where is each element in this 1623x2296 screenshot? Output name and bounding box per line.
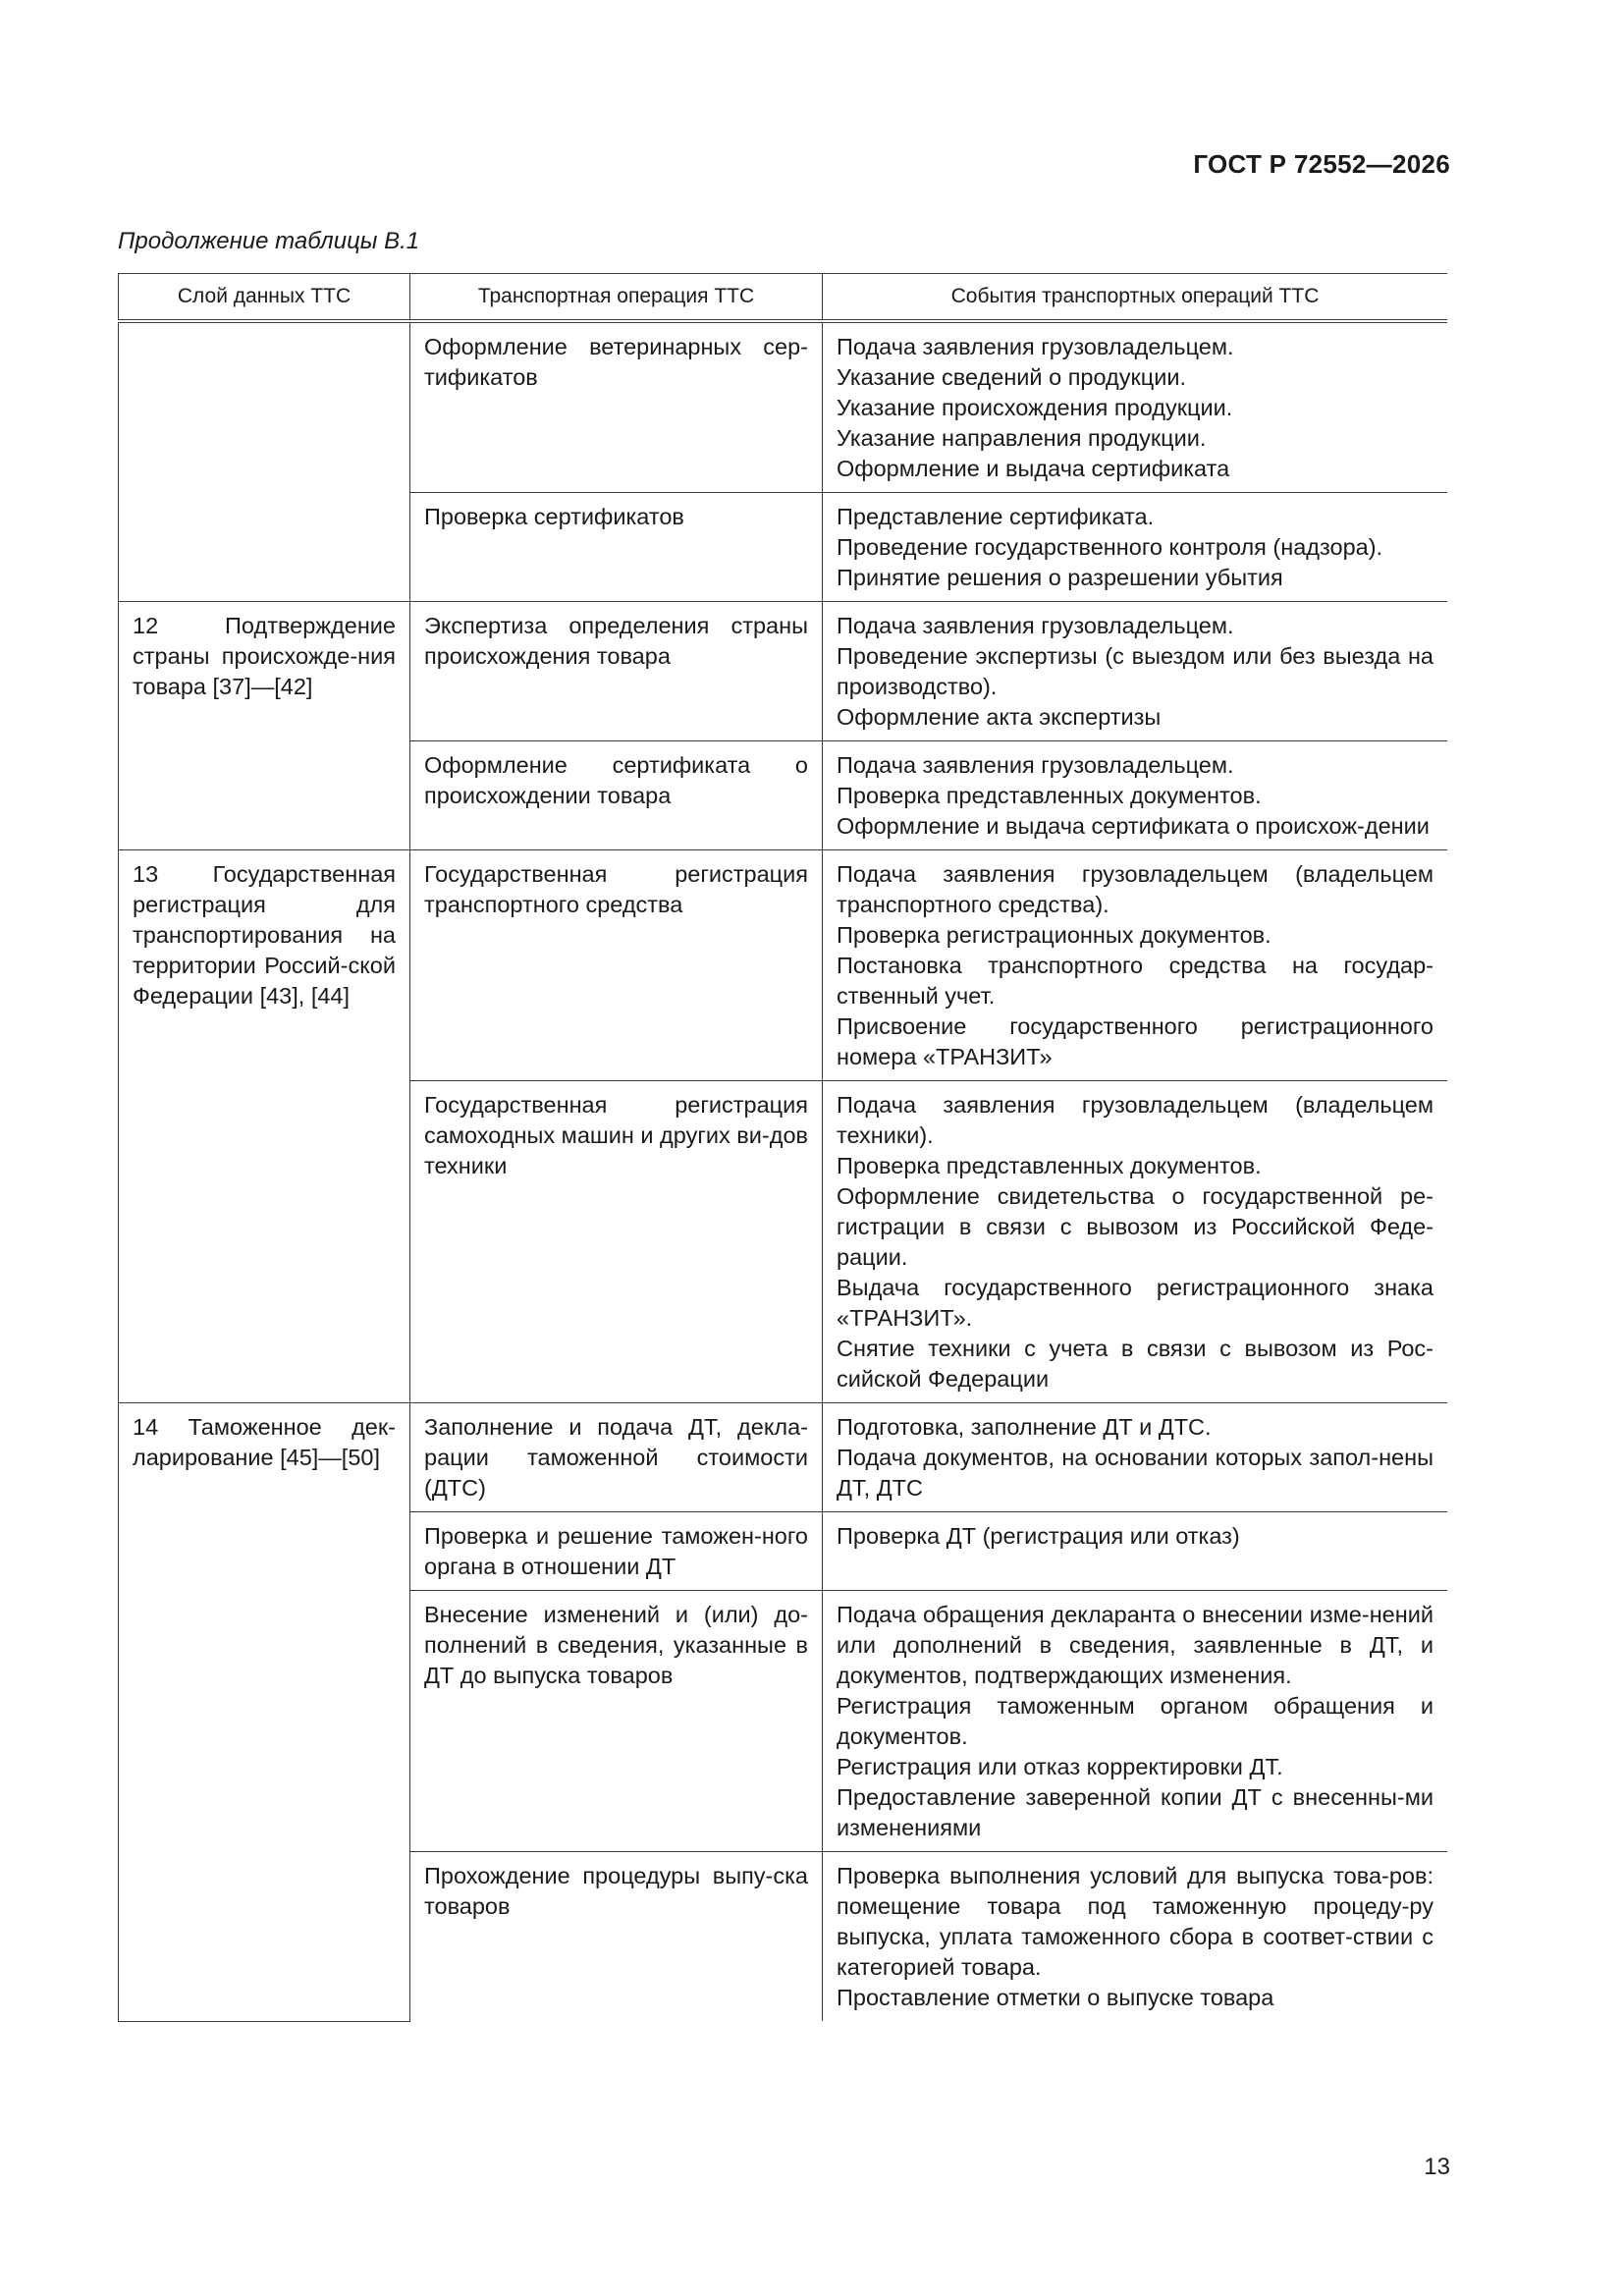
event-line: Оформление и выдача сертификата — [837, 456, 1230, 481]
event-line: Подача заявления грузовладельцем. — [837, 752, 1234, 778]
event-line: Присвоение государственного регистрационного номера «ТРАНЗИТ» — [837, 1013, 1434, 1069]
events-cell — [823, 741, 1448, 850]
events-cell — [823, 1081, 1448, 1403]
page-number: 13 — [1424, 2154, 1450, 2180]
event-line: Постановка транспортного средства на государ-ственный учет. — [837, 953, 1434, 1009]
operation-cell: Проверка и решение таможен-ного органа в отношении ДТ — [410, 1512, 823, 1591]
event-line: Предоставление заверенной копии ДТ с внесенны-ми изменениями — [837, 1784, 1434, 1840]
layer-cell: 13 Государственная регистрация для транспортирования на территории Россий-ской Федерации [43], [44] — [119, 850, 410, 1403]
event-line: Принятие решения о разрешении убытия — [837, 565, 1283, 590]
event-line: Проверка представленных документов. — [837, 1153, 1262, 1178]
event-line: Оформление свидетельства о государственной ре-гистрации в связи с вывозом из Российской Феде-рации. — [837, 1183, 1434, 1270]
event-line: Регистрация или отказ корректировки ДТ. — [837, 1754, 1283, 1779]
table-row — [119, 1403, 1448, 1512]
column-header-events: События транспортных операций ТТС — [823, 274, 1448, 322]
event-line: Подача заявления грузовладельцем (владельцем транспортного средства). — [837, 861, 1434, 917]
event-line: Оформление и выдача сертификата о происхож-дении — [837, 813, 1430, 839]
table-container — [118, 273, 1447, 2105]
event-line: Проведение государственного контроля (надзора). — [837, 534, 1383, 560]
event-line: Указание сведений о продукции. — [837, 364, 1187, 390]
event-line: Указание направления продукции. — [837, 425, 1207, 451]
column-header-operation: Транспортная операция ТТС — [410, 274, 823, 322]
event-line: Выдача государственного регистрационного знака «ТРАНЗИТ». — [837, 1275, 1434, 1331]
operation-cell: Оформление сертификата о происхождении товара — [410, 741, 823, 850]
layer-cell: 12 Подтверждение страны происхожде-ния товара [37]—[42] — [119, 602, 410, 850]
event-line: Подача заявления грузовладельцем. — [837, 334, 1234, 359]
events-cell — [823, 1852, 1448, 2022]
table-header-row — [119, 274, 1448, 322]
table-row — [119, 602, 1448, 741]
events-cell — [823, 321, 1448, 493]
event-line: Подача документов, на основании которых запол-нены ДТ, ДТС — [837, 1445, 1434, 1501]
column-header-layer: Слой данных ТТС — [119, 274, 410, 322]
event-line: Регистрация таможенным органом обращения и документов. — [837, 1693, 1434, 1749]
operation-cell: Оформление ветеринарных сер-тификатов — [410, 321, 823, 493]
event-line: Проверка ДТ (регистрация или отказ) — [837, 1523, 1240, 1549]
events-cell — [823, 1512, 1448, 1591]
operation-cell: Экспертиза определения страны происхождения товара — [410, 602, 823, 741]
event-line: Подача заявления грузовладельцем. — [837, 613, 1234, 638]
events-cell — [823, 1591, 1448, 1852]
events-cell — [823, 493, 1448, 602]
layer-cell — [119, 321, 410, 602]
event-line: Проведение экспертизы (с выездом или без выезда на производство). — [837, 643, 1434, 699]
event-line: Представление сертификата. — [837, 504, 1155, 529]
table-caption: Продолжение таблицы В.1 — [118, 228, 420, 254]
events-cell — [823, 850, 1448, 1081]
layer-cell: 14 Таможенное дек-ларирование [45]—[50] — [119, 1403, 410, 2022]
event-line: Подготовка, заполнение ДТ и ДТС. — [837, 1414, 1212, 1440]
ttc-table — [118, 273, 1447, 2022]
document-code: ГОСТ Р 72552—2026 — [1193, 149, 1450, 179]
operation-cell: Прохождение процедуры выпу-ска товаров — [410, 1852, 823, 2022]
operation-cell: Государственная регистрация самоходных машин и других ви-дов техники — [410, 1081, 823, 1403]
events-cell — [823, 602, 1448, 741]
event-line: Подача обращения декларанта о внесении изме-нений или дополнений в сведения, заявленные в ДТ, и документов, подтверждающих изменения. — [837, 1602, 1434, 1688]
event-line: Оформление акта экспертизы — [837, 704, 1162, 730]
table-row — [119, 850, 1448, 1081]
event-line: Подача заявления грузовладельцем (владельцем техники). — [837, 1092, 1434, 1148]
event-line: Указание происхождения продукции. — [837, 395, 1233, 420]
event-line: Проверка регистрационных документов. — [837, 922, 1271, 948]
operation-cell: Внесение изменений и (или) до-полнений в сведения, указанные в ДТ до выпуска товаров — [410, 1591, 823, 1852]
operation-cell: Проверка сертификатов — [410, 493, 823, 602]
events-cell — [823, 1403, 1448, 1512]
table-row — [119, 321, 1448, 493]
event-line: Проверка выполнения условий для выпуска това-ров: помещение товара под таможенную процеду-ру выпуска, уплата таможенного сбора в соответ-ствии с категорией товара. — [837, 1863, 1434, 1980]
event-line: Снятие техники с учета в связи с вывозом из Рос-сийской Федерации — [837, 1336, 1434, 1392]
operation-cell: Заполнение и подача ДТ, декла-рации таможенной стоимости (ДТС) — [410, 1403, 823, 1512]
event-line: Проверка представленных документов. — [837, 783, 1262, 808]
event-line: Проставление отметки о выпуске товара — [837, 1985, 1274, 2010]
operation-cell: Государственная регистрация транспортного средства — [410, 850, 823, 1081]
